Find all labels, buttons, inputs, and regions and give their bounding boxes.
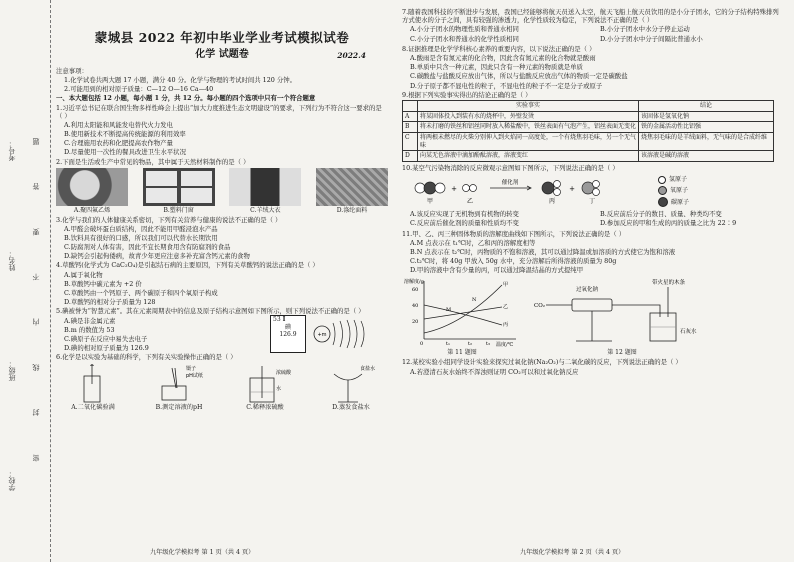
exam-title: 蒙城县 2022 年初中毕业学业考试模拟试卷	[94, 30, 350, 45]
subject-title: 化学 试题卷	[195, 49, 249, 60]
ph-test-diagram	[142, 364, 216, 404]
q2-caption-b[interactable]: B.塑料门窗	[163, 206, 194, 214]
q11-option-a[interactable]: A.M 点表示在 t₁℃时，乙和丙的溶解度相等	[410, 238, 536, 247]
q4-bracket[interactable]: （ ）	[303, 261, 319, 270]
q12-bracket[interactable]: （ ）	[666, 358, 682, 367]
point-m: M	[446, 306, 452, 313]
section-1-heading: 一、本大题包括 12 小题，每小题 1 分，共 12 分。每小题的四个选项中只有一个符合题意	[56, 94, 316, 103]
curve-bing	[424, 305, 502, 325]
periodic-table-cell-iodine	[270, 315, 306, 353]
q6-caption-d[interactable]: D.蒸发食盐水	[332, 403, 370, 411]
table-cell: 向某无色溶液中滴加酚酞溶液，溶液变红	[418, 151, 639, 162]
q12-option-a[interactable]: A.若澄清石灰水始终不浑浊则证明 CO₂可以和过氧化钠反应	[410, 367, 579, 376]
sulfuric-acid-callout: 浓硫酸	[276, 369, 292, 376]
solubility-curve-figure	[402, 277, 522, 347]
co2-inlet-label: CO₂	[534, 302, 545, 309]
table-cell: 将未打磨的铁丝和铝丝同时放入稀盐酸中，铁丝表面有气泡产生，铝丝表面无变化	[418, 122, 639, 133]
q11-bracket[interactable]: （ ）	[610, 229, 626, 238]
q7-option-a[interactable]: A.小分子团水的物理性质和普通水相同	[410, 25, 519, 34]
element-name: 碘	[284, 323, 291, 331]
table-cell: A	[403, 111, 418, 122]
school-label: 学校：	[8, 470, 16, 491]
dilute-acid-diagram	[228, 364, 302, 404]
atom-legend	[658, 174, 689, 208]
page-2	[402, 8, 784, 377]
q2-bracket[interactable]: （ ）	[234, 157, 250, 166]
q6-diagrams	[56, 364, 388, 404]
q5-option-c[interactable]: C.碘原子在反应中易失去电子	[64, 334, 148, 343]
molecule-reaction-svg	[402, 177, 652, 205]
q7-option-c[interactable]: C.小分子团水和普通水的化学性质相同	[410, 34, 519, 43]
question-11	[402, 230, 784, 275]
table-row[interactable]	[403, 132, 774, 150]
table-cell: 烧焦羽毛味的是羊绒面料，无气味的是合成纤维	[639, 132, 774, 150]
table-cell: B	[403, 122, 418, 133]
q4-option-a[interactable]: A.属于氧化物	[64, 270, 103, 279]
name-label: 姓名：	[8, 250, 16, 271]
q3-option-b[interactable]: B.饮料具有很好的口感，所以我们可以代替水长期饮用	[64, 233, 218, 242]
q11-option-d[interactable]: D.甲的溶液中含有少量的丙，可以通过降温结晶的方式提纯甲	[410, 266, 584, 275]
curve-label-bing: 丙	[503, 321, 509, 328]
q7-option-d[interactable]: D.小分子团水中分子间隔比普通水小	[600, 34, 703, 43]
q5-option-b[interactable]: B.m 的数值为 53	[64, 325, 115, 334]
question-3	[56, 216, 388, 261]
q6-stem: 6.化学是以实验为基础的科学，下列有关实验操作正确的是	[56, 353, 222, 362]
q6-caption-a[interactable]: A.二氧化碳验满	[71, 403, 115, 411]
q8-option-a[interactable]: A.酸雨是含有氮元素的化合物，因此含有氮元素的化合物就是酸雨	[410, 53, 596, 62]
q6-caption-b[interactable]: B.测定溶液的pH	[155, 403, 203, 411]
plastic-window-image	[143, 168, 215, 206]
question-7	[402, 8, 784, 44]
q1-option-d[interactable]: D.尽量使用一次性的餐具改进卫生水平状况	[64, 148, 186, 157]
q8-stem: 8.证据推理是化学学科核心素养的重要内容，以下说法正确的是	[402, 44, 581, 53]
q10-bracket[interactable]: （ ）	[603, 163, 619, 172]
figure-11-caption: 第 11 题图	[447, 348, 477, 356]
curve-label-jia: 甲	[503, 281, 509, 288]
svg-text:+m: +m	[317, 332, 327, 339]
hydrogen-atom-icon	[658, 176, 666, 184]
class-label: 班级：	[8, 360, 16, 381]
water-callout: 水	[276, 385, 282, 392]
q1-option-b[interactable]: B.使用新技术不断提高传统能源的利用效率	[64, 130, 186, 139]
q12-stem: 12.某校实验小组同学设计实验来探究过氧化钠(Na₂O₂)与二氧化碳的反应，下列说法正确的是	[402, 358, 667, 367]
y-tick-40: 40	[412, 302, 419, 309]
x-tick-t2: t₂	[468, 340, 473, 347]
question-1	[56, 104, 388, 157]
q6-bracket[interactable]: （ ）	[221, 353, 237, 362]
table-cell: C	[403, 132, 418, 150]
table-header-cell	[403, 100, 418, 111]
exam-no-label: 考号：	[8, 140, 16, 161]
curve-yi	[424, 307, 502, 319]
q2-caption-d[interactable]: D.涤纶面料	[336, 206, 368, 214]
tweezers-callout: 镊子	[186, 365, 197, 372]
salt-water-callout: 食盐水	[360, 365, 376, 372]
seal-text: 密 封 线 内 不 要 答 题	[32, 120, 40, 462]
wool-coat-image	[229, 168, 301, 206]
q3-option-d[interactable]: D.缺钙会引起佝偻病，故青少年更应注意多补充富含钙元素的食物	[64, 252, 250, 261]
question-8	[402, 45, 784, 90]
x-tick-t1: t₁	[446, 340, 451, 347]
q10-option-a[interactable]: A.该反应实现了无机物到有机物的转变	[410, 210, 519, 219]
exam-date: 2022.4	[337, 51, 366, 60]
q3-stem: 3.化学与我们的人体健康关系密切，下列有关营养与健康的说法不正确的是	[56, 215, 267, 224]
table-cell: 将两根未燃尽的火柴分别伸入到火焰同一高度处，一个有烧焦羽毛味，另一个无气味	[418, 132, 639, 150]
evaporation-diagram	[314, 364, 388, 404]
q10-option-c[interactable]: C.反应前后催化剂的质量和性质均不变	[410, 219, 519, 228]
carbon-atom-icon	[658, 197, 668, 207]
y-tick-60: 60	[412, 286, 419, 293]
q9-table	[402, 100, 774, 162]
table-header-row	[403, 100, 774, 111]
question-5	[56, 307, 388, 352]
svg-text:+: +	[451, 185, 457, 194]
q1-bracket[interactable]: （ ）	[56, 111, 71, 120]
q10-option-b[interactable]: B.反应前后分子的数目、质量、种类均不变	[600, 210, 722, 219]
molecule-label-bing: 丙	[548, 198, 556, 206]
atomic-mass: 126.9	[279, 331, 297, 339]
q1-option-c[interactable]: C.合理施用农药和化肥提高农作物产量	[64, 139, 173, 148]
q2-stem: 2.下面是生活或生产中常见的物品，其中属于天然材料制作的是	[56, 157, 235, 166]
element-symbol: I	[282, 316, 286, 324]
table-header-cell: 结论	[639, 100, 774, 111]
ph-paper-callout: pH试纸	[186, 372, 203, 379]
q10-reaction-diagram	[402, 174, 784, 208]
q9-stem: 9.根据下列实验事实得出的结论正确的是	[402, 90, 517, 99]
q4-stem: 4.草酸钙(化学式为 CaC₂O₄)是引起结石病的主要原因，下列有关草酸钙的说法正确的是	[56, 261, 304, 270]
molecule-label-yi: 乙	[466, 198, 474, 206]
q7-bracket[interactable]: （ ）	[638, 16, 654, 25]
q8-option-b[interactable]: B.单质中只含一种元素，因此只含有一种元素的物质就是单质	[410, 63, 583, 72]
q3-option-c[interactable]: C.防腐剂对人体有害，因此不宜长期食用含有防腐剂的食品	[64, 243, 231, 252]
legend-carbon: 碳原子	[671, 198, 690, 206]
molecule-label-ding: 丁	[588, 198, 596, 206]
table-cell: 铁的金属活动性比铝强	[639, 122, 774, 133]
y-axis-label: 溶解度/g	[404, 278, 424, 285]
svg-text:+: +	[569, 185, 575, 194]
q8-option-d[interactable]: D.分子原子都不显电性的粒子，不显电性的粒子不一定是分子或原子	[410, 81, 603, 90]
q10-option-d[interactable]: D.参加反应的甲和生成的丙的质量之比为 22∶9	[600, 219, 737, 228]
q5-bracket[interactable]: （ ）	[349, 307, 365, 316]
q1-option-a[interactable]: A.利用太阳能和风能发电替代火力发电	[64, 120, 173, 129]
question-10	[402, 164, 784, 229]
question-6	[56, 353, 388, 411]
q2-images	[56, 168, 388, 206]
sodium-peroxide-label: 过氧化钠	[576, 286, 599, 293]
table-row[interactable]	[403, 122, 774, 133]
page-1-footer: 九年级化学模拟考 第 1 页（共 4 页）	[150, 549, 255, 557]
atomic-number: 53	[273, 316, 281, 324]
molecule-label-jia: 甲	[426, 198, 434, 206]
x-tick-0: 0	[420, 340, 424, 347]
y-tick-20: 20	[412, 318, 419, 325]
curve-label-yi: 乙	[503, 303, 509, 310]
sodium-peroxide-apparatus-figure	[532, 277, 712, 347]
question-9	[402, 91, 784, 162]
q5-option-d[interactable]: D.碘的相对原子质量为 126.9	[64, 344, 149, 353]
legend-hydrogen: 氢原子	[669, 176, 688, 184]
question-2	[56, 158, 388, 215]
q2-caption-c[interactable]: C.羊绒大衣	[250, 206, 281, 214]
ptfe-pan-image	[56, 168, 128, 206]
table-row[interactable]	[403, 111, 774, 122]
q4-option-b[interactable]: B.草酸钙中碳元素为 +2 价	[64, 279, 142, 288]
q10-stem: 10.某空气污染物消除的反应微观示意图如下图所示，下列说法正确的是	[402, 163, 604, 172]
table-cell: 该固体是氢氧化钠	[639, 111, 774, 122]
binding-margin	[0, 0, 51, 562]
note-2: 2.可能用到的相对原子质量：C—12 O—16 Ca—40	[64, 85, 214, 94]
oxygen-atom-icon	[658, 186, 667, 195]
q3-option-a[interactable]: A.甲醛会破坏蛋白质结构，因此不能用甲醛浸泡水产品	[64, 224, 218, 233]
page-2-footer: 九年级化学模拟考 第 2 页（共 4 页）	[520, 549, 625, 557]
q2-caption-a[interactable]: A.聚四氟乙烯	[73, 206, 111, 214]
table-cell: D	[403, 151, 418, 162]
q7-option-b[interactable]: B.小分子团水中水分子停止运动	[600, 25, 690, 34]
q8-bracket[interactable]: （ ）	[580, 44, 596, 53]
q11-stem: 11.甲、乙、丙三种固体物质的溶解度曲线如下图所示，下列说法正确的是	[402, 229, 611, 238]
x-axis-label: 温度/℃	[496, 341, 514, 347]
figures-row	[402, 277, 784, 357]
notes-heading: 注意事项：	[56, 66, 88, 75]
table-row[interactable]	[403, 151, 774, 162]
q9-bracket[interactable]: （ ）	[516, 90, 532, 99]
table-cell: 将某固体投入到装有水的烧杯中，外壁发烫	[418, 111, 639, 122]
q6-caption-c[interactable]: C.稀释浓硫酸	[246, 403, 284, 411]
q5-stem: 5.碘被誉为“智慧元素”。其在元素周期表中的信息及原子结构示意图如下图所示，则下列说法不正确的是	[56, 307, 350, 316]
page-1	[56, 22, 388, 412]
glowing-splint-label: 带火星的木条	[652, 279, 686, 286]
figure-12-caption: 第 12 题图	[607, 348, 637, 356]
note-1: 1.化学试卷共两大题 17 小题，满分 40 分。化学与物理的考试时间共 120 分钟。	[64, 75, 297, 84]
legend-oxygen: 氧原子	[670, 187, 689, 195]
q3-bracket[interactable]: （ ）	[266, 215, 282, 224]
exam-subtitle	[56, 49, 388, 62]
point-n: N	[472, 296, 477, 303]
q5-option-a[interactable]: A.碘是非金属元素	[64, 316, 116, 325]
q8-option-c[interactable]: C.碳酸盐与盐酸反应放出气体，所以与盐酸反应放出气体的物质一定是碳酸盐	[410, 72, 628, 81]
q1-stem: 1.习近平总书记在联合国生物多样性峰会上提出“加大力度推进生态文明建设”的要求，下列行为不符合这一要求的是	[56, 103, 382, 112]
q11-option-c[interactable]: C.t₂℃时，将 40g 甲放入 50g 水中，充分溶解后所得溶液的质量为 80g	[410, 257, 617, 266]
limewater-label: 石灰水	[680, 328, 697, 335]
q4-option-c[interactable]: C.草酸钙由一个钙原子、两个碳原子和四个氧原子构成	[64, 289, 218, 298]
question-12	[402, 358, 784, 375]
table-cell: 该溶液是碱的溶液	[639, 151, 774, 162]
question-4	[56, 261, 388, 306]
q7-stem: 7.随着我国科技的不断进步与发展，我国已经能够将航天员送入太空，航天飞船上航天员饮用的是小分子团水，它的分子结构特殊排列方式使水的分子之间，具有较强的渗透力，化学性质较为稳定，下列说法不正确的是	[402, 8, 779, 25]
q4-option-d[interactable]: D.草酸钙的相对分子质量为 128	[64, 298, 156, 307]
table-header-cell: 实验事实	[418, 100, 639, 111]
co2-test-diagram	[56, 364, 130, 404]
catalyst-label: 催化剂	[501, 180, 519, 187]
x-tick-t3: t₃	[486, 340, 491, 347]
q11-option-b[interactable]: B.N 点表示在 t₂℃时，丙物质的不饱和溶液，其可以通过降温或加溶质的方式使它为饱和溶液	[410, 248, 676, 257]
polyester-fabric-image	[316, 168, 388, 206]
iodine-atom-structure-diagram	[312, 317, 372, 351]
